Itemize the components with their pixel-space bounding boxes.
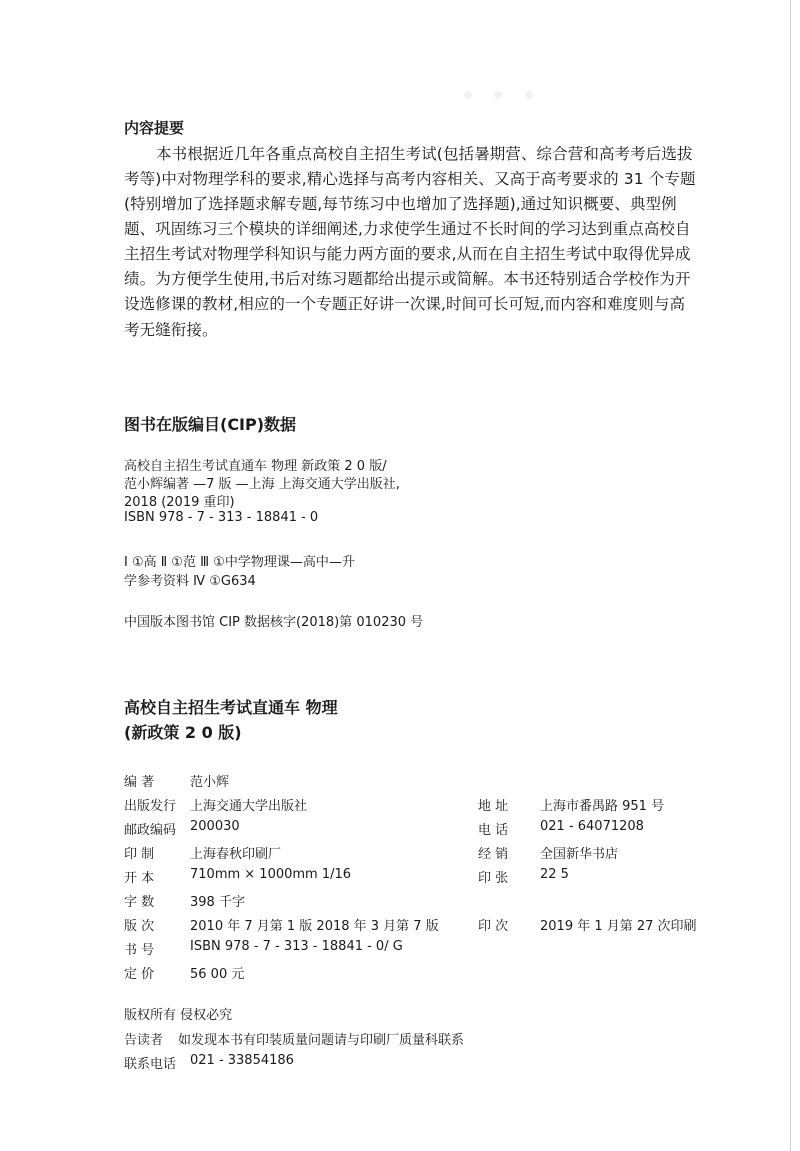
summary-line: 题、巩固练习三个模块的详细阐述,力求使学生通过不长时间的学习达到重点高校自 — [124, 220, 691, 238]
summary-line: 主招生考试对物理学科知识与能力两方面的要求,从而在自主招生考试中取得优异成 — [124, 245, 691, 263]
notice-label: 告读者 — [124, 1033, 164, 1048]
summary-line: 设选修课的教材,相应的一个专题正好讲一次课,时间可长可短,而内容和难度则与高 — [124, 295, 686, 313]
cip-record-line: 高校自主招生考试直通车 物理 新政策 2 0 版/ — [124, 459, 387, 474]
bleed-through-watermark: · · · — [460, 70, 537, 121]
summary-line: 考等)中对物理学科的要求,精心选择与高考内容相关、又高于高考要求的 31 个专题 — [124, 170, 696, 188]
colophon-value: 56 00 元 — [190, 967, 245, 982]
book-title: 高校自主招生考试直通车 物理 — [124, 698, 338, 717]
colophon-label: 出版发行 — [124, 799, 177, 814]
colophon-value: 2019 年 1 月第 27 次印刷 — [540, 919, 697, 934]
colophon-value: 398 千字 — [190, 895, 245, 910]
contact-label: 联系电话 — [124, 1057, 177, 1072]
colophon-label: 开 本 — [124, 871, 155, 886]
contact-phone: 021 - 33854186 — [190, 1053, 294, 1068]
colophon-value: 上海交通大学出版社 — [190, 799, 308, 814]
cip-record-line: ISBN 978 - 7 - 313 - 18841 - 0 — [124, 510, 319, 525]
copyright-notice: 版权所有 侵权必究 — [124, 1008, 233, 1023]
colophon-label: 印 制 — [124, 847, 155, 862]
book-edition: (新政策 2 0 版) — [124, 723, 242, 742]
colophon-label: 印 张 — [478, 871, 509, 886]
colophon-label: 印 次 — [478, 919, 509, 934]
summary-line: 考无缝衔接。 — [124, 321, 218, 339]
cip-record-line: 2018 (2019 重印) — [124, 495, 235, 510]
colophon-label: 邮政编码 — [124, 823, 177, 838]
colophon-label: 版 次 — [124, 919, 155, 934]
summary-line: 绩。为方便学生使用,书后对练习题都给出提示或简解。本书还特别适合学校作为开 — [124, 270, 691, 288]
colophon-value: 021 - 64071208 — [540, 819, 644, 834]
colophon-value: 22 5 — [540, 867, 569, 882]
summary-line: (特别增加了选择题求解专题,每节练习中也增加了选择题),通过知识概要、典型例 — [124, 195, 677, 213]
colophon-label: 编 著 — [124, 775, 155, 790]
colophon-label: 电 话 — [478, 823, 509, 838]
colophon-label: 定 价 — [124, 967, 155, 982]
colophon-label: 地 址 — [478, 799, 509, 814]
colophon-label: 字 数 — [124, 895, 155, 910]
cip-title: 图书在版编目(CIP)数据 — [124, 415, 297, 434]
cip-classification-line: 学参考资料 Ⅳ ①G634 — [124, 574, 256, 589]
colophon-value: 2010 年 7 月第 1 版 2018 年 3 月第 7 版 — [190, 919, 439, 934]
colophon-value: 上海春秋印刷厂 — [190, 847, 282, 862]
colophon-value: 范小辉 — [190, 775, 230, 790]
cip-approval-number: 中国版本图书馆 CIP 数据核字(2018)第 010230 号 — [124, 615, 424, 630]
summary-title: 内容提要 — [124, 119, 185, 137]
colophon-value: 上海市番禺路 951 号 — [540, 799, 665, 814]
page-edge-line — [790, 0, 791, 1151]
cip-record-line: 范小辉编著 —7 版 —上海 上海交通大学出版社, — [124, 477, 400, 492]
colophon-label: 书 号 — [124, 943, 155, 958]
colophon-value: 200030 — [190, 819, 240, 834]
colophon-value: 710mm × 1000mm 1/16 — [190, 867, 352, 882]
notice-text: 如发现本书有印装质量问题请与印刷厂质量科联系 — [178, 1033, 465, 1048]
colophon-value: 全国新华书店 — [540, 847, 619, 862]
colophon-label: 经 销 — [478, 847, 509, 862]
colophon-value: ISBN 978 - 7 - 313 - 18841 - 0/ G — [190, 939, 403, 954]
cip-classification-line: Ⅰ ①高 Ⅱ ①范 Ⅲ ①中学物理课—高中—升 — [124, 555, 355, 570]
summary-line: 本书根据近几年各重点高校自主招生考试(包括暑期营、综合营和高考考后选拔 — [156, 145, 693, 163]
